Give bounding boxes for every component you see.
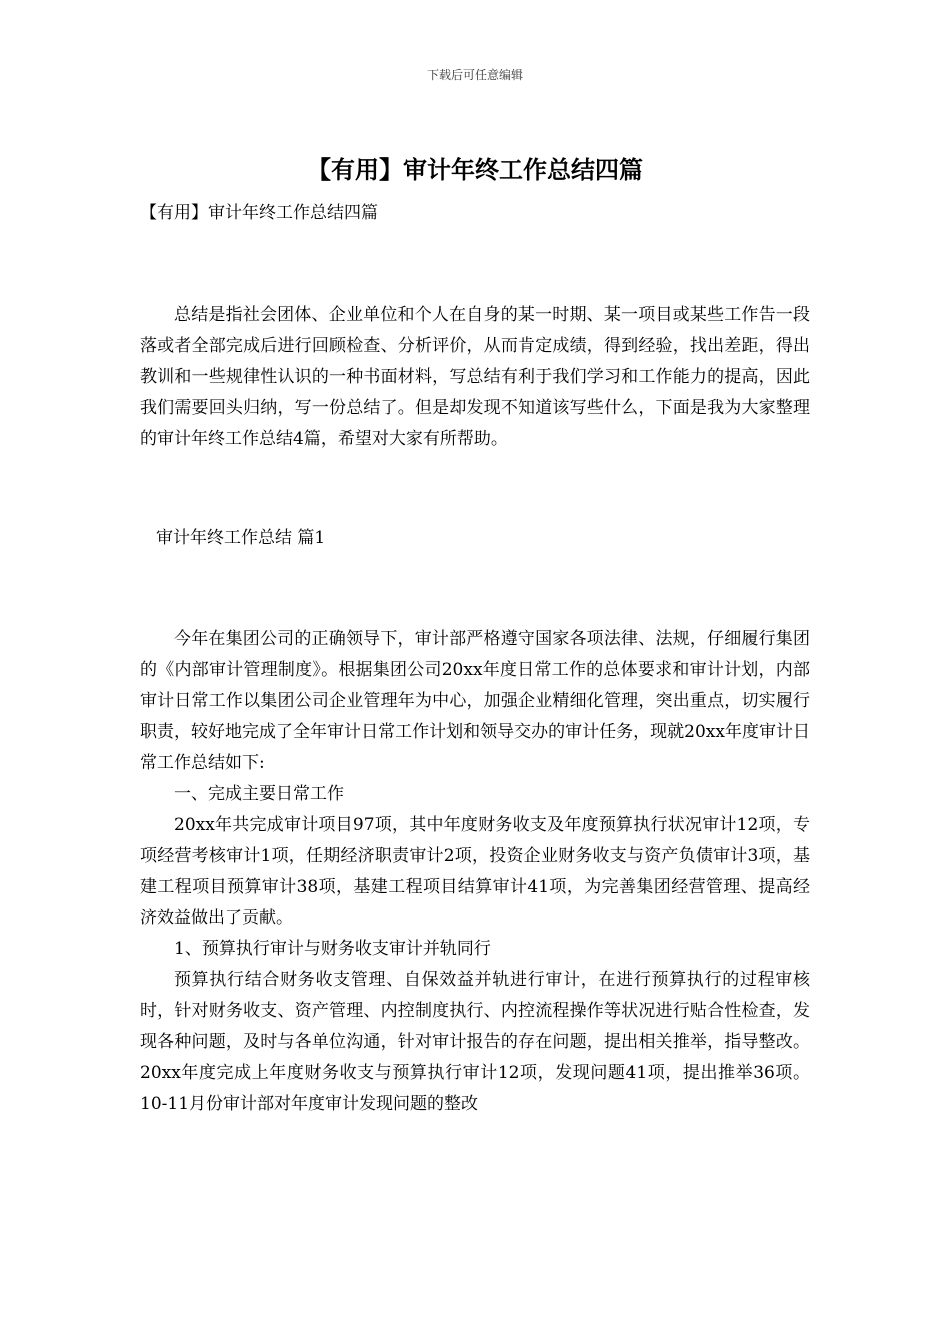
intro-section bbox=[140, 300, 810, 455]
paragraph: 预算执行结合财务收支管理、自保效益并轨进行审计，在进行预算执行的过程审核时，针对财务收支、资产管理、内控制度执行、内控流程操作等状况进行贴合性检查，发现各种问题，及时与各单位沟通，针对审计报告的存在问题，提出相关推举，指导整改。20xx年度完成上年度财务收支与预算执行审计12项，发现问题41项，提出推举36项。10-11月份审计部对年度审计发现问题的整改 bbox=[140, 970, 810, 1114]
paragraph: 1、预算执行审计与财务收支审计并轨同行 bbox=[174, 939, 491, 959]
paragraph: 一、完成主要日常工作 bbox=[174, 784, 344, 804]
header-note: 下载后可任意编辑 bbox=[426, 68, 523, 82]
paragraph: 20xx年共完成审计项目97项，其中年度财务收支及年度预算执行状况审计12项，专项经营考核审计1项，任期经济职责审计2项，投资企业财务收支与资产负债审计3项，基建工程项目预算审计38项，基建工程项目结算审计41项，为完善集团经营管理、提高经济效益做出了贡献。 bbox=[140, 815, 810, 928]
paragraph: 今年在集团公司的正确领导下，审计部严格遵守国家各项法律、法规，仔细履行集团的《内部审计管理制度》。根据集团公司20xx年度日常工作的总体要求和审计计划，内部审计日常工作以集团公司企业管理年为中心，加强企业精细化管理，突出重点，切实履行职责，较好地完成了全年审计日常工作计划和领导交办的审计任务，现就20xx年度审计日常工作总结如下: bbox=[140, 629, 810, 773]
document-title: 【有用】审计年终工作总结四篇 bbox=[307, 155, 643, 184]
section-heading: 审计年终工作总结 篇1 bbox=[156, 528, 326, 548]
main-section bbox=[140, 624, 810, 1120]
intro-paragraph: 总结是指社会团体、企业单位和个人在自身的某一时期、某一项目或某些工作告一段落或者全部完成后进行回顾检查、分析评价，从而肯定成绩，得到经验，找出差距，得出教训和一些规律性认识的一种书面材料，写总结有利于我们学习和工作能力的提高，因此我们需要回头归纳，写一份总结了。但是却发现不知道该写些什么，下面是我为大家整理的审计年终工作总结4篇，希望对大家有所帮助。 bbox=[140, 305, 810, 449]
document-subtitle: 【有用】审计年终工作总结四篇 bbox=[140, 203, 378, 223]
